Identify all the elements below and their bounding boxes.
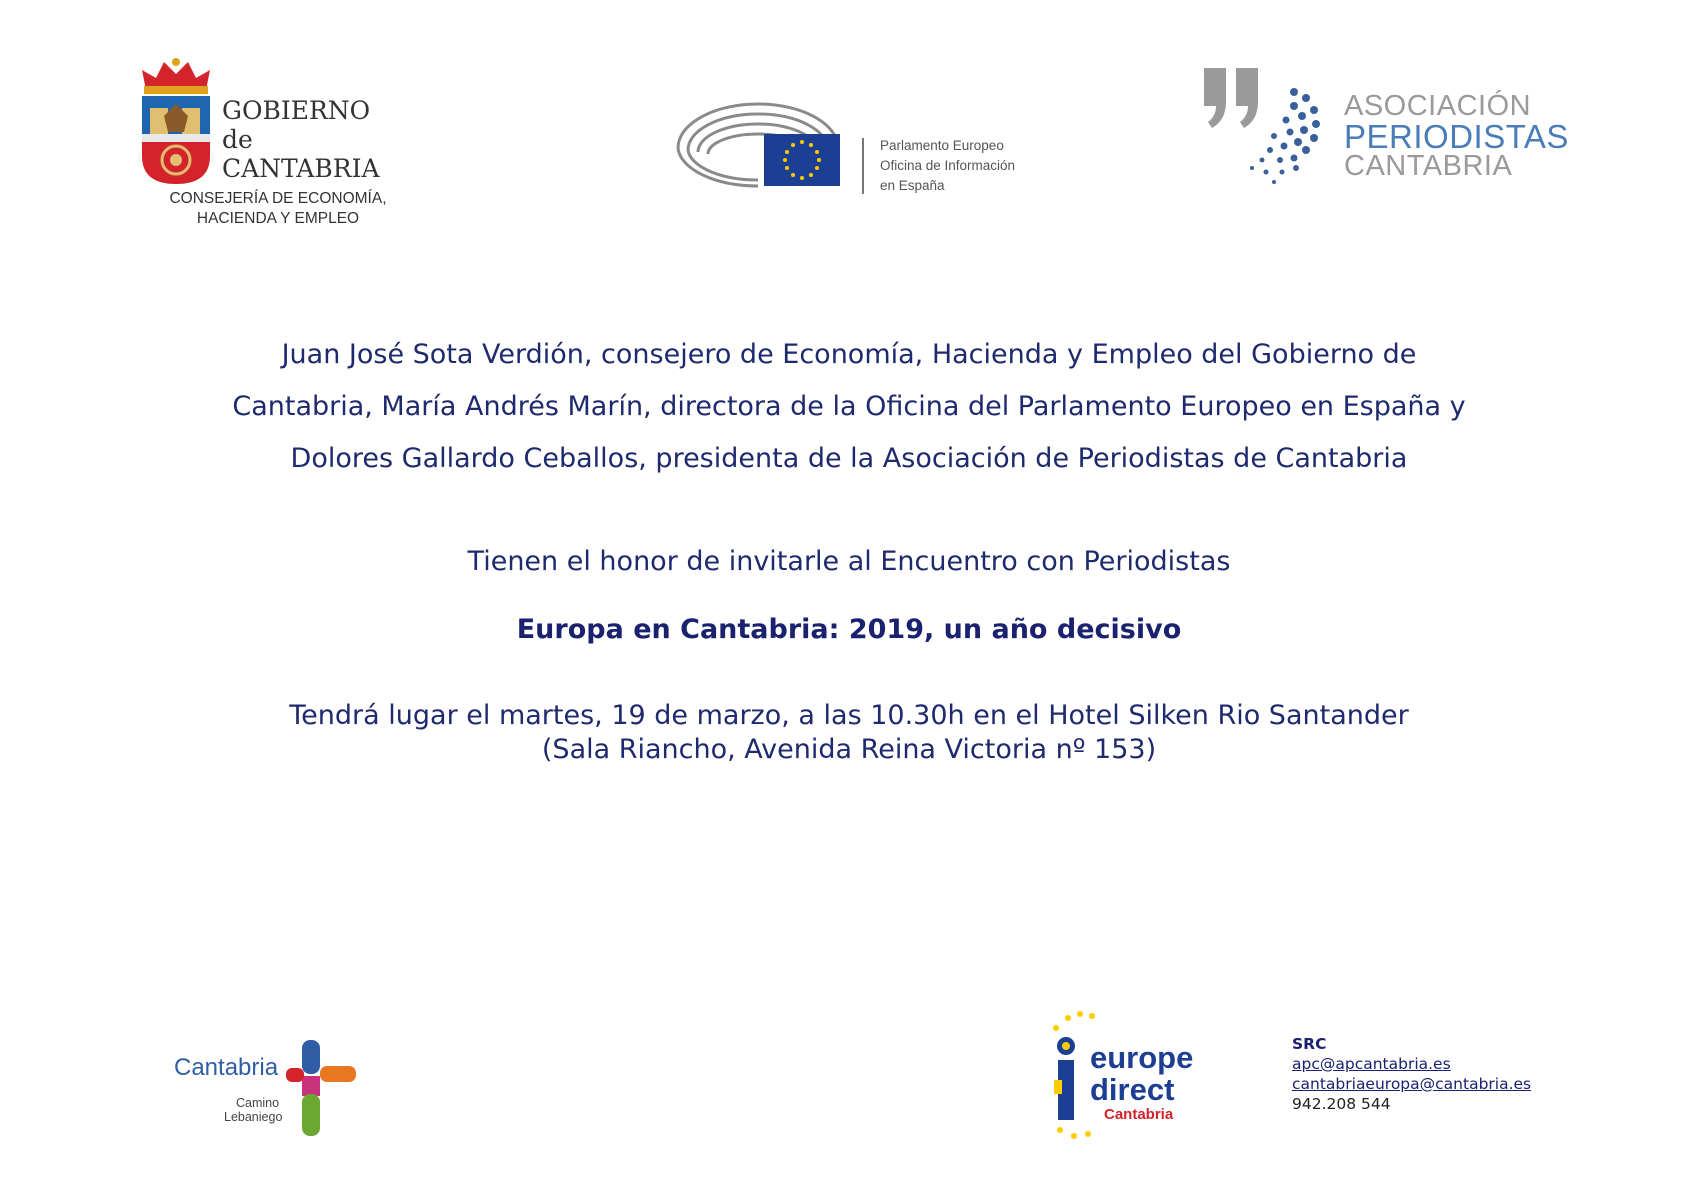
periodistas-text: PERIODISTAS: [1344, 118, 1569, 155]
venue-line-1: Tendrá lugar el martes, 19 de marzo, a las 10.30h en el Hotel Silken Rio Santander: [289, 700, 1409, 731]
de-text: de: [222, 125, 253, 154]
parlamento-text: Parlamento Europeo: [880, 138, 1004, 153]
espana-text: en España: [880, 178, 945, 193]
cross-icon: [276, 1040, 356, 1136]
cantabria-apc-text: CANTABRIA: [1344, 150, 1513, 182]
hosts-line-2: Cantabria, María Andrés Marín, directora de la Oficina del Parlamento Europeo en España y: [232, 391, 1466, 422]
hosts-line-1: Juan José Sota Verdión, consejero de Economía, Hacienda y Empleo del Gobierno de: [281, 339, 1417, 370]
camino-text: Camino: [236, 1096, 280, 1110]
oficina-text: Oficina de Información: [880, 158, 1016, 173]
venue-line-2: (Sala Riancho, Avenida Reina Victoria nº 153): [541, 734, 1157, 765]
gobierno-text: GOBIERNO: [222, 96, 371, 125]
cantabria-brand-text: Cantabria: [174, 1054, 279, 1081]
contact-block: [1292, 1034, 1531, 1114]
hemicycle-eu-flag-icon: [672, 98, 842, 190]
asociacion-periodistas-logo: [1204, 68, 1569, 198]
divider: [862, 138, 864, 194]
lebaniego-text: Lebaniego: [224, 1110, 283, 1124]
phone-text: 942.208 544: [1292, 1095, 1391, 1113]
asociacion-text: ASOCIACIÓN: [1344, 90, 1532, 122]
src-label: SRC: [1292, 1035, 1327, 1053]
event-title: Europa en Cantabria: 2019, un año decisivo: [516, 614, 1182, 645]
ed-cantabria-text: Cantabria: [1104, 1106, 1174, 1123]
hosts-line-3: Dolores Gallardo Ceballos, presidenta de la Asociación de Periodistas de Cantabria: [290, 443, 1408, 474]
honor-text: Tienen el honor de invitarle al Encuentro con Periodistas: [467, 546, 1231, 577]
consejeria-text: CONSEJERÍA DE ECONOMÍA,: [169, 190, 387, 207]
quote-globe-icon: [1204, 68, 1328, 192]
gobierno-cantabria-logo: [138, 56, 438, 236]
europe-text: europe: [1090, 1040, 1194, 1075]
europe-direct-logo: [1050, 1010, 1210, 1140]
cantabria-text: CANTABRIA: [222, 154, 380, 183]
cantabria-camino-logo: [174, 1036, 354, 1136]
direct-text: direct: [1090, 1072, 1175, 1107]
coat-of-arms-icon: [138, 56, 214, 184]
hacienda-text: HACIENDA Y EMPLEO: [196, 210, 360, 227]
parlamento-europeo-logo: [672, 96, 1032, 196]
email-cantabriaeuropa-link[interactable]: cantabriaeuropa@cantabria.es: [1292, 1075, 1532, 1093]
email-apc-link[interactable]: apc@apcantabria.es: [1292, 1055, 1451, 1073]
